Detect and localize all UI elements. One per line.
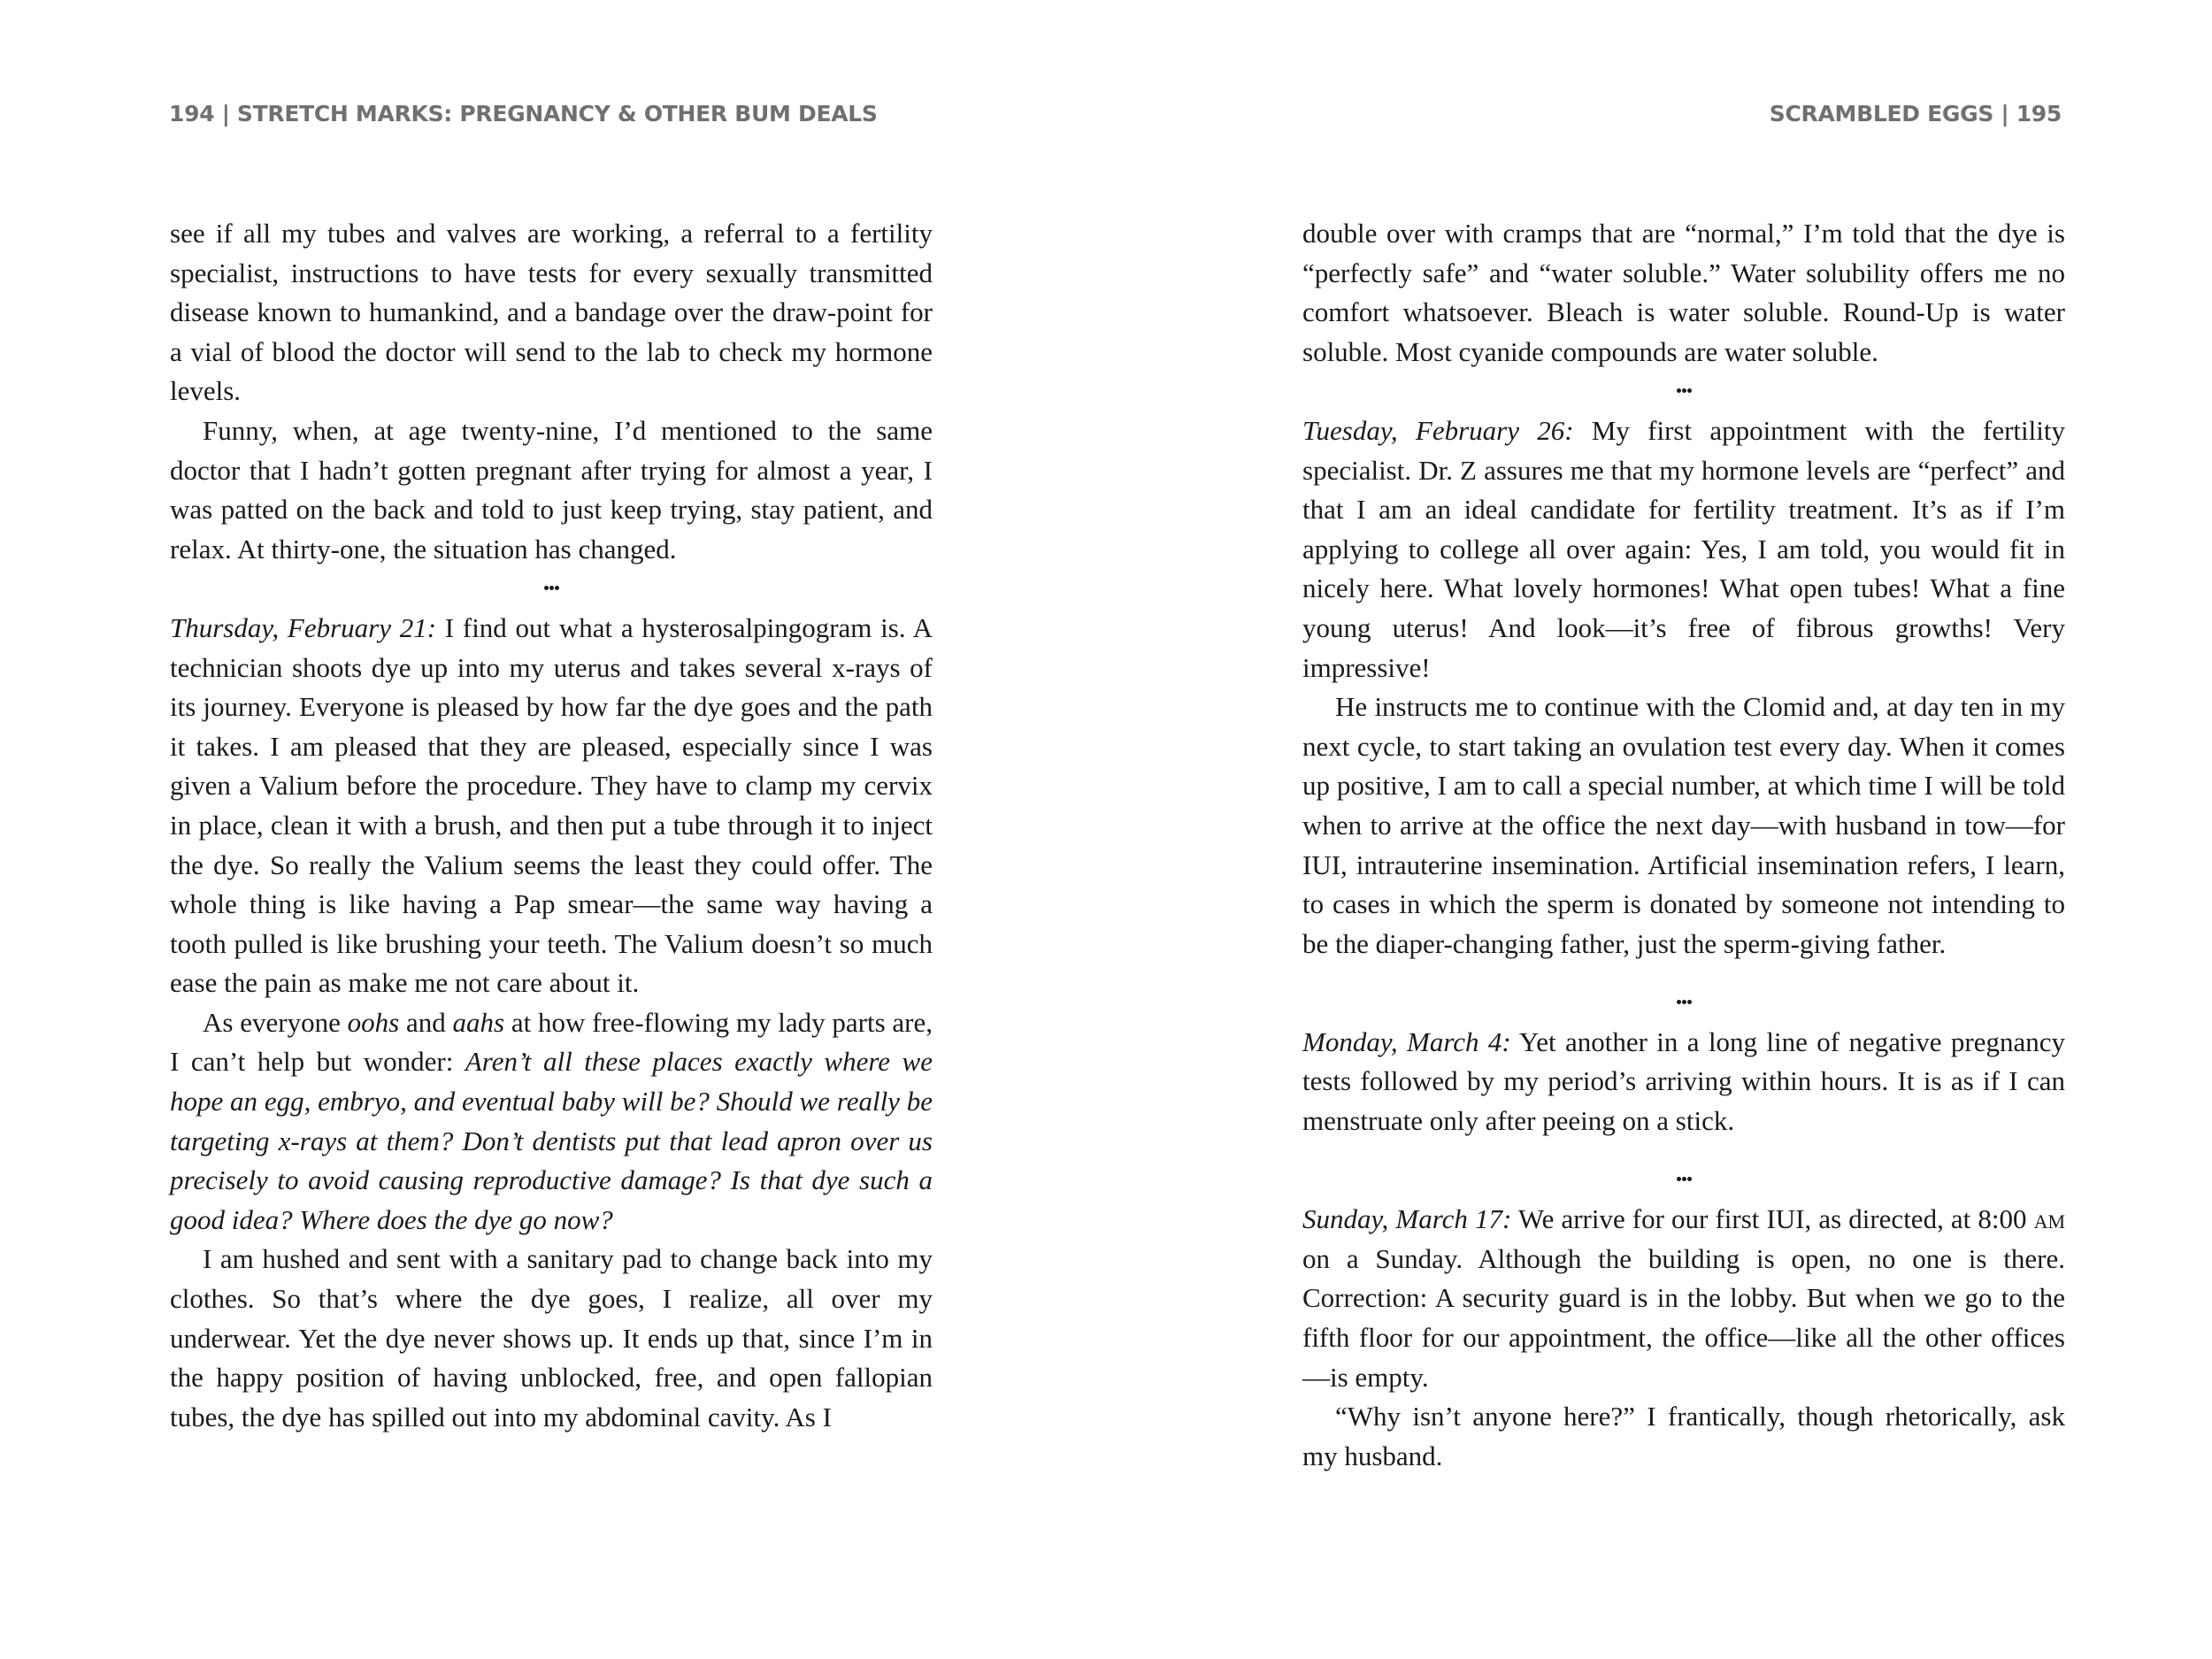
diary-entry <box>1302 411 2065 687</box>
entry-date: Sunday, March 17: <box>1302 1203 1512 1235</box>
paragraph: “Why isn’t anyone here?” I frantically, though rhetorically, ask my husband. <box>1302 1401 2065 1471</box>
italic-word: oohs <box>347 1006 400 1038</box>
text-run: at how free-flowing my lady parts are, I can’t help but wonder: <box>170 1006 933 1078</box>
entry-text: Yet another in a long line of negative pregnancy tests followed by my period’s arriving within hours. It is as if I can menstruate only after peeing on a stick. <box>1302 1025 2065 1137</box>
paragraph: see if all my tubes and valves are working, a referral to a fertility specialist, instructions to have tests for every sexually transmitted disease known to humankind, and a bandage over the draw-point for a vial of blood the doctor will send to the lab to check my hormone levels. <box>170 218 933 407</box>
left-page-body <box>170 214 933 1437</box>
spacer <box>1302 1141 2065 1161</box>
section-break-ornament <box>1302 372 2065 411</box>
section-break-ornament <box>1302 983 2065 1023</box>
section-break-ornament <box>1302 1161 2065 1201</box>
paragraph: Funny, when, at age twenty-nine, I’d mentioned to the same doctor that I hadn’t gotten pregnant after trying for almost a year, I was patted on the back and told to just keep trying, stay patient, and relax. At thirty-one, the situation has changed. <box>170 414 933 565</box>
paragraph: He instructs me to continue with the Clomid and, at day ten in my next cycle, to start taking an ovulation test every day. When it comes up positive, I am to call a special number, at which time I will be told when to arrive at the office the next day—with husband in tow—for IUI, intrauterine insemination. Artificial insemination refers, I learn, to cases in which the sperm is donated by someone not intending to be the diaper-changing father, just the sperm-giving father. <box>1302 691 2065 959</box>
spacer <box>1302 964 2065 983</box>
italic-word: aahs <box>452 1006 505 1038</box>
small-caps-am: am <box>2033 1203 2066 1235</box>
diary-entry <box>1302 1200 2065 1397</box>
paragraph: I am hushed and sent with a sanitary pad to change back into my clothes. So that’s where the dye goes, I realize, all over my underwear. Yet the dye never shows up. It ends up that, since I’m in the happy position of having unblocked, free, and open fallopian tubes, the dye has spilled out into my abdominal cavity. As I <box>170 1243 933 1432</box>
entry-text: on a Sunday. Although the building is open, no one is there. Correction: A security guard is in the lobby. But when we go to the fifth floor for our appointment, the office—like all the other offices—is empty. <box>1302 1242 2065 1393</box>
entry-date: Monday, March 4: <box>1302 1025 1511 1057</box>
entry-date: Tuesday, February 26: <box>1302 414 1574 446</box>
paragraph: double over with cramps that are “normal,” I’m told that the dye is “perfectly safe” and “water soluble.” Water solubility offers me no comfort whatsoever. Bleach is water soluble. Round-Up is water soluble. Most cyanide compounds are water soluble. <box>1302 218 2065 367</box>
right-running-head: SCRAMBLED EGGS | 195 <box>1769 101 2062 127</box>
entry-text: My first appointment with the fertility specialist. Dr. Z assures me that my hormone levels are “perfect” and that I am an ideal candidate for fertility treatment. It’s as if I’m applying to college all over again: Yes, I am told, you would fit in nicely here. What lovely hormones! What open tubes! What a fine young uterus! And look—it’s free of fibrous growths! Very impressive! <box>1302 414 2065 683</box>
text-run: As everyone <box>203 1006 348 1038</box>
right-page-body <box>1302 214 2065 1476</box>
italic-passage: Aren’t all these places exactly where we hope an egg, embryo, and eventual baby will be? Should we really be targeting x-rays at them? Don’t dentists put that lead apron over us precisely to avoid causing reproductive damage? Is that dye such a good idea? Where does the dye go now? <box>170 1046 933 1235</box>
text-run: and <box>399 1006 453 1038</box>
paragraph <box>170 1003 933 1240</box>
entry-date: Thursday, February 21: <box>170 611 437 643</box>
diary-entry <box>170 609 933 1003</box>
entry-text: We arrive for our first IUI, as directed, at 8:00 <box>1511 1203 2034 1235</box>
entry-text: I find out what a hysterosalpingogram is. A technician shoots dye up into my uterus and takes several x-rays of its journey. Everyone is pleased by how far the dye goes and the path it takes. I am pleased that they are pleased, especially since I was given a Valium before the procedure. They have to clamp my cervix in place, clean it with a brush, and then put a tube through it to inject the dye. So really the Valium seems the least they could offer. The whole thing is like having a Pap smear—the same way having a tooth pulled is like brushing your teeth. The Valium doesn’t so much ease the pain as make me not care about it. <box>170 611 933 999</box>
section-break-ornament <box>170 569 933 609</box>
left-running-head: 194 | STRETCH MARKS: PREGNANCY & OTHER BUM DEALS <box>169 101 878 127</box>
diary-entry <box>1302 1023 2065 1141</box>
